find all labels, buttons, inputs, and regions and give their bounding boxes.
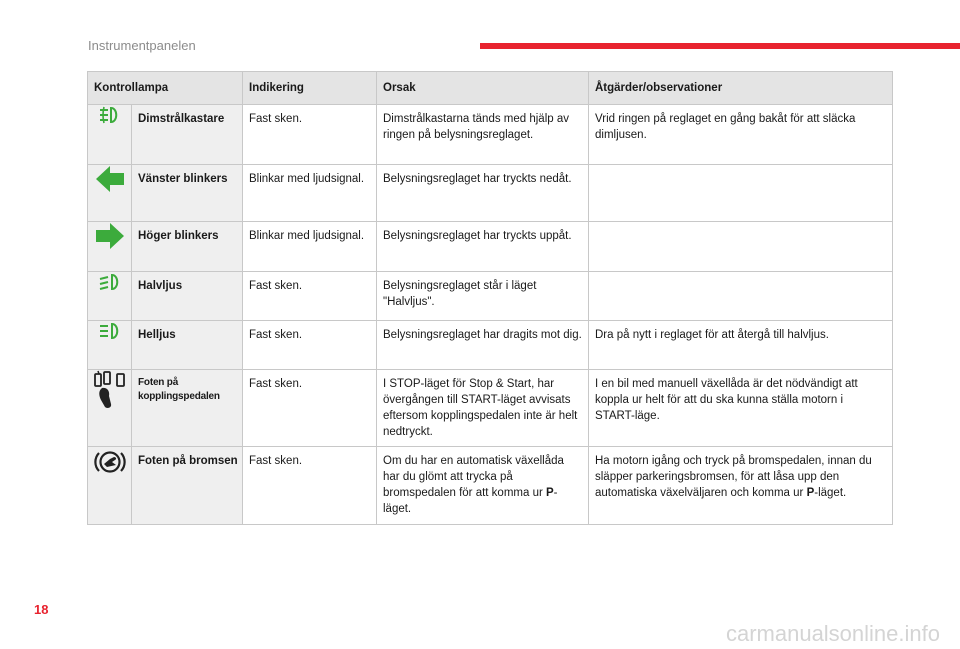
clutch-pedal-icon [88,370,132,447]
brake-pedal-icon [88,447,132,525]
table-row [88,165,893,222]
header-lamp: Kontrollampa [88,72,243,105]
header-actions: Åtgärder/observationer [589,72,893,105]
high-beam-icon [88,321,132,370]
lamp-name: Vänster blinkers [132,165,243,222]
left-turn-arrow-icon [88,165,132,222]
table-row [88,105,893,165]
lamp-name: Höger blinkers [132,222,243,272]
indication-text: Blinkar med ljudsignal. [243,165,377,222]
cause-text: I STOP-läget för Stop & Start, har övergången till START-läget avvisats eftersom kopplingspedalen inte är helt nedtryckt. [377,370,589,447]
table-row [88,272,893,321]
action-text [589,165,893,222]
action-text-part: -läget. [814,487,847,499]
table-row [88,447,893,525]
action-text-part: Ha motorn igång och tryck på bromspedalen, innan du släpper parkeringsbromsen, för att låsa upp den automatiska växelväljaren och komma ur [595,455,872,499]
action-text [589,447,893,525]
lamp-name: Halvljus [132,272,243,321]
cause-text: Belysningsreglaget har dragits mot dig. [377,321,589,370]
header-cause: Orsak [377,72,589,105]
header-indication: Indikering [243,72,377,105]
section-title: Instrumentpanelen [88,38,196,53]
cause-text: Belysningsreglaget har tryckts uppåt. [377,222,589,272]
action-text [589,272,893,321]
cause-text: Belysningsreglaget har tryckts nedåt. [377,165,589,222]
lamp-name: Foten på kopplingspedalen [132,370,243,447]
cause-text-part: -läget. [383,487,558,515]
indication-text: Blinkar med ljudsignal. [243,222,377,272]
cause-text-part: Om du har en automatisk växellåda har du glömt att trycka på bromspedalen för att komma ur [383,455,564,499]
indication-text: Fast sken. [243,272,377,321]
action-text: I en bil med manuell växellåda är det nödvändigt att koppla ur helt för att du ska kunna ställa motorn i START-läge. [589,370,893,447]
indicator-lamps-table [87,71,893,525]
cause-text: Belysningsreglaget står i läget "Halvljus". [377,272,589,321]
lamp-name: Foten på bromsen [132,447,243,525]
table-header-row [88,72,893,105]
indication-text: Fast sken. [243,105,377,165]
cause-text [377,447,589,525]
gear-p-label: P [546,487,554,499]
page-number: 18 [34,602,49,617]
indication-text: Fast sken. [243,447,377,525]
table-row [88,370,893,447]
lamp-name: Dimstrålkastare [132,105,243,165]
action-text [589,222,893,272]
rear-fog-light-icon [88,105,132,165]
right-turn-arrow-icon [88,222,132,272]
lamp-name: Helljus [132,321,243,370]
low-beam-icon [88,272,132,321]
indication-text: Fast sken. [243,370,377,447]
action-text: Dra på nytt i reglaget för att återgå till halvljus. [589,321,893,370]
cause-text: Dimstrålkastarna tänds med hjälp av ringen på belysningsreglaget. [377,105,589,165]
gear-p-label: P [806,487,815,499]
table-row [88,222,893,272]
watermark: carmanualsonline.info [725,621,940,646]
indication-text: Fast sken. [243,321,377,370]
table-row [88,321,893,370]
section-accent-bar [480,43,960,49]
action-text: Vrid ringen på reglaget en gång bakåt för att släcka dimljusen. [589,105,893,165]
